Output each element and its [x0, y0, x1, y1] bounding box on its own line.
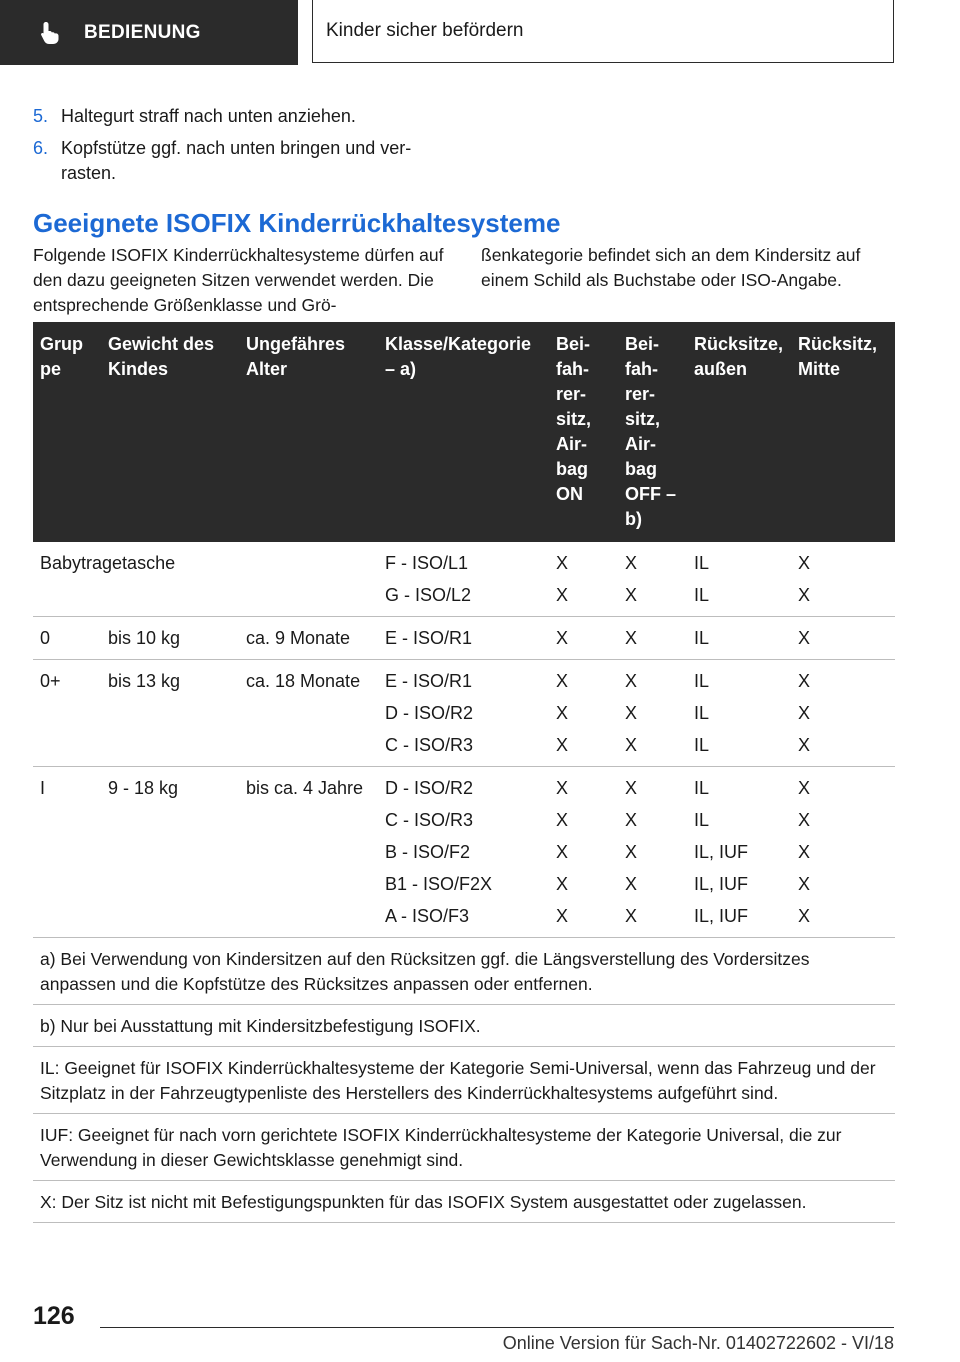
cell-weight: bis 10 kg [101, 617, 239, 660]
intro-text-col2: ßenkategorie befindet sich an dem Kindersitz auf einem Schild als Buchstabe oder ISO-Angabe. [481, 245, 861, 290]
page-number: 126 [33, 1302, 75, 1330]
cell-value: X [798, 906, 811, 926]
cell-age: ca. 9 Monate [239, 617, 378, 660]
cell-value: X [556, 778, 569, 798]
cell-value: IL [694, 778, 710, 798]
cell-value: X [556, 906, 569, 926]
step-list [33, 104, 453, 193]
col-header-airbag-on: Beifahrersitz, Airbag ON [549, 322, 618, 542]
cell-airbag-off [618, 542, 687, 617]
cell-value: X [625, 735, 638, 755]
cell-airbag-on [549, 617, 618, 660]
cell-value: IL, IUF [694, 842, 749, 862]
table-row [33, 542, 895, 617]
cell-value: X [798, 874, 811, 894]
cell-value: X [556, 553, 569, 573]
cell-value: X [625, 585, 638, 605]
cell-value: G - ISO/L2 [385, 585, 472, 605]
col-header-rear-outer: Rücksitze, außen [687, 322, 791, 542]
table-note-row [33, 1047, 895, 1114]
cell-group: 0 [33, 617, 101, 660]
cell-rear-middle [791, 542, 895, 617]
cell-class [378, 660, 549, 767]
step-number: 6. [33, 138, 49, 158]
cell-value: X [798, 810, 811, 830]
cell-value: X [556, 735, 569, 755]
step-text: Kopfstütze ggf. nach unten bringen und verrasten. [61, 138, 412, 183]
col-header-weight: Gewicht des Kindes [101, 322, 239, 542]
table-note: b) Nur bei Ausstattung mit Kindersitzbefestigung ISOFIX. [33, 1005, 895, 1047]
cell-value: X [556, 585, 569, 605]
step-item [33, 136, 453, 186]
cell-value: IL [694, 671, 710, 691]
cell-weight: 9 - 18 kg [101, 767, 239, 938]
cell-rear-outer [687, 617, 791, 660]
cell-rear-outer [687, 542, 791, 617]
cell-value: IL [694, 628, 710, 648]
table-note: IUF: Geeignet für nach vorn gerichtete ISOFIX Kinderrückhaltesysteme der Kategorie Universal, die zur Verwendung in dieser Gewichtsklasse genehmigt sind. [33, 1114, 895, 1181]
footer-version: Online Version für Sach-Nr. 01402722602 - VI/18 [502, 1333, 894, 1353]
cell-value: X [798, 778, 811, 798]
cell-value: X [625, 703, 638, 723]
cell-value: D - ISO/R2 [385, 703, 474, 723]
cell-value: E - ISO/R1 [385, 628, 473, 648]
table-note-row [33, 938, 895, 1005]
cell-value: IL, IUF [694, 906, 749, 926]
cell-age: ca. 18 Monate [239, 660, 378, 767]
table-note-row [33, 1114, 895, 1181]
cell-value: X [798, 585, 811, 605]
table-header-row [33, 322, 895, 542]
cell-value: IL [694, 810, 710, 830]
cell-value: IL [694, 703, 710, 723]
cell-rear-middle [791, 767, 895, 938]
table-row [33, 617, 895, 660]
cell-group: I [33, 767, 101, 938]
cell-value: B1 - ISO/F2X [385, 874, 493, 894]
table-note: a) Bei Verwendung von Kindersitzen auf den Rücksitzen ggf. die Längsverstellung des Vordersitzes anpassen und die Kopfstütze des Rücksitzes anpassen oder entfernen. [33, 938, 895, 1005]
header-section-tab [0, 0, 298, 65]
cell-value: X [798, 628, 811, 648]
cell-value: F - ISO/L1 [385, 553, 469, 573]
cell-rear-middle [791, 617, 895, 660]
cell-age: bis ca. 4 Jahre [239, 767, 378, 938]
cell-class [378, 767, 549, 938]
cell-value: X [556, 810, 569, 830]
step-number: 5. [33, 106, 49, 126]
cell-value: X [798, 842, 811, 862]
cell-airbag-on [549, 767, 618, 938]
cell-group: 0+ [33, 660, 101, 767]
cell-value: C - ISO/R3 [385, 735, 474, 755]
col-header-airbag-off: Beifahrersitz, Airbag OFF – b) [618, 322, 687, 542]
col-header-age: Ungefähres Alter [239, 322, 378, 542]
cell-value: X [798, 703, 811, 723]
cell-value: X [798, 735, 811, 755]
cell-group: Babytragetasche [33, 542, 378, 617]
cell-rear-middle [791, 660, 895, 767]
cell-airbag-off [618, 660, 687, 767]
cell-airbag-on [549, 660, 618, 767]
cell-rear-outer [687, 660, 791, 767]
step-text: Haltegurt straff nach unten anziehen. [61, 106, 356, 126]
cell-value: X [556, 703, 569, 723]
cell-value: IL [694, 585, 710, 605]
cell-value: IL [694, 553, 710, 573]
cell-value: X [625, 778, 638, 798]
isofix-table [33, 322, 895, 1223]
hand-pointer-icon [40, 21, 64, 45]
cell-airbag-on [549, 542, 618, 617]
table-row [33, 660, 895, 767]
cell-class [378, 617, 549, 660]
cell-value: X [625, 553, 638, 573]
cell-value: B - ISO/F2 [385, 842, 471, 862]
chapter-title: Kinder sicher befördern [312, 0, 894, 63]
col-header-class: Klasse/Kategorie – a) [378, 322, 549, 542]
cell-value: X [556, 671, 569, 691]
cell-value: C - ISO/R3 [385, 810, 474, 830]
cell-weight: bis 13 kg [101, 660, 239, 767]
step-item [33, 104, 453, 129]
cell-value: X [798, 671, 811, 691]
intro-text-col1: Folgende ISOFIX Kinderrückhaltesysteme dürfen auf den dazu geeigneten Sitzen verwendet werden. Die entsprechende Größenklasse und Grö- [33, 245, 444, 315]
cell-value: X [625, 874, 638, 894]
cell-value: X [556, 628, 569, 648]
cell-value: X [556, 842, 569, 862]
table-note: IL: Geeignet für ISOFIX Kinderrückhaltesysteme der Kategorie Semi-Universal, wenn das Fahrzeug und der Sitzplatz in der Fahrzeugtypenliste des Herstellers des Kinderrückhaltesystems aufgeführt sind. [33, 1047, 895, 1114]
cell-value: X [556, 874, 569, 894]
cell-value: A - ISO/F3 [385, 906, 470, 926]
table-row [33, 767, 895, 938]
cell-value: E - ISO/R1 [385, 671, 473, 691]
cell-value: X [625, 906, 638, 926]
cell-airbag-off [618, 767, 687, 938]
footer-rule [100, 1327, 894, 1328]
cell-value: X [625, 842, 638, 862]
cell-value: IL [694, 735, 710, 755]
cell-value: X [625, 810, 638, 830]
section-label: BEDIENUNG [84, 21, 201, 43]
cell-value: D - ISO/R2 [385, 778, 474, 798]
table-note-row [33, 1005, 895, 1047]
cell-value: X [625, 671, 638, 691]
col-header-group: Grup pe [33, 322, 101, 542]
cell-airbag-off [618, 617, 687, 660]
cell-value: IL, IUF [694, 874, 749, 894]
cell-rear-outer [687, 767, 791, 938]
section-heading: Geeignete ISOFIX Kinderrückhaltesysteme [33, 208, 561, 238]
table-note-row [33, 1181, 895, 1223]
cell-class [378, 542, 549, 617]
cell-value: X [625, 628, 638, 648]
cell-value: X [798, 553, 811, 573]
table-note: X: Der Sitz ist nicht mit Befestigungspunkten für das ISOFIX System ausgestattet oder zugelassen. [33, 1181, 895, 1223]
col-header-rear-middle: Rücksitz, Mitte [791, 322, 895, 542]
